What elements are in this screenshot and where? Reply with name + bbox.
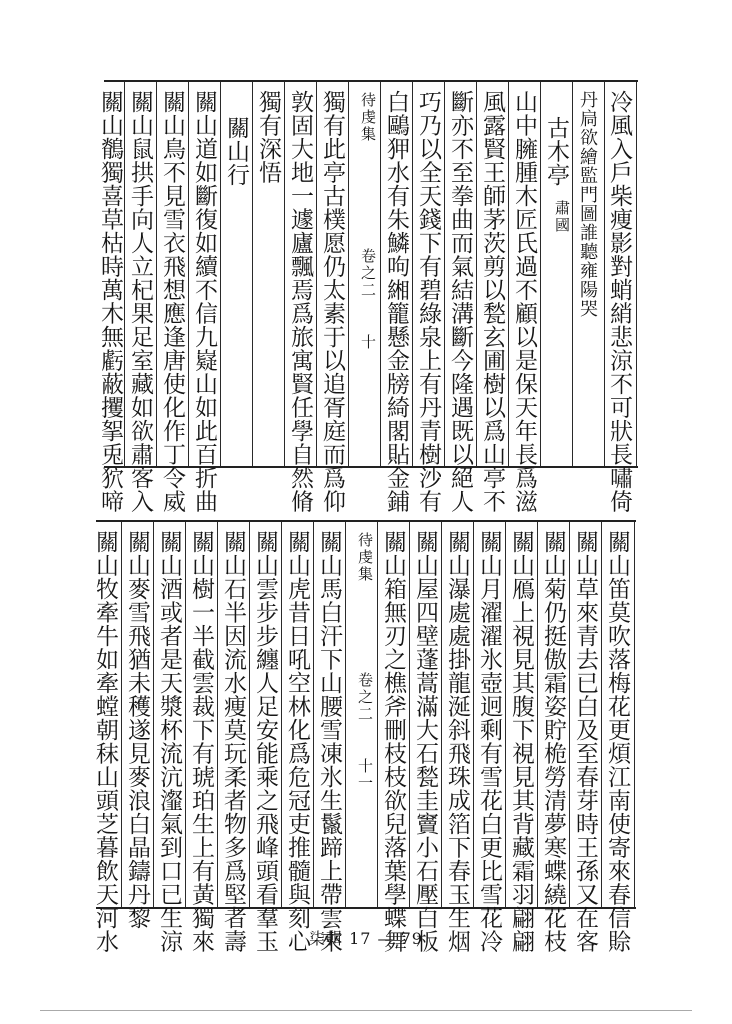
column-rule bbox=[634, 522, 635, 907]
folio-number: 十 bbox=[359, 334, 377, 351]
juan-number: 卷之二 bbox=[356, 672, 374, 723]
column-rule bbox=[345, 522, 346, 907]
poem-title: 古木亭 bbox=[543, 116, 569, 187]
column-rule bbox=[444, 82, 445, 466]
text-column: 關山雲步步纏人足安能乘之飛峰頭看羣玉 bbox=[252, 530, 278, 953]
column-rule bbox=[281, 522, 282, 907]
column-rule bbox=[569, 522, 570, 907]
text-column: 山中臃腫木匠氏過不顧以是保天年長爲滋 bbox=[511, 90, 537, 513]
column-rule bbox=[252, 82, 253, 466]
folio-number: 十一 bbox=[356, 758, 374, 792]
column-rule bbox=[412, 82, 413, 466]
column-rule bbox=[476, 82, 477, 466]
column-rule bbox=[537, 522, 538, 907]
column-rule bbox=[505, 522, 506, 907]
text-column: 關山菊仍挺傲霜姿貯桅勞清夢寒蝶繞花枝 bbox=[540, 530, 566, 953]
column-rule bbox=[124, 82, 125, 466]
column-rule bbox=[121, 522, 122, 907]
text-column: 關山馬白汗下山腰雪凍氷生鬣蹄上帶雲來 bbox=[316, 530, 342, 953]
column-rule bbox=[604, 82, 605, 466]
text-column: 關山笛莫吹落梅花更煩江南使寄來春信賒 bbox=[604, 530, 630, 953]
top-page-panel bbox=[97, 80, 638, 513]
text-column: 白鷗狎水有朱鱗呴緗籠懸金牓綺閣貼金鋪 bbox=[383, 90, 409, 513]
text-column: 敦固大地一遽廬飄焉爲旅寓賢任學自然脩 bbox=[287, 90, 313, 513]
column-rule bbox=[348, 82, 349, 466]
column-rule bbox=[284, 82, 285, 466]
text-column: 關山牧牽牛如牽螳朝秣山頭芝暮飲天河水 bbox=[92, 530, 118, 953]
column-rule bbox=[441, 522, 442, 907]
text-column: 關山月濯濯氷壺迥剩有雪花白更比雪花冷 bbox=[476, 530, 502, 953]
column-rule bbox=[409, 522, 410, 907]
text-column: 斷亦不至拳曲而氣結溝斷今隆遇既以絕人 bbox=[447, 90, 473, 513]
column-rule bbox=[540, 82, 541, 466]
column-rule bbox=[636, 82, 637, 466]
text-column: 關山麥雪飛猶未穫遂見麥浪白晶鑄丹黎 bbox=[124, 530, 150, 930]
text-column: 關山瀑處處掛龍涎斜飛珠成箔下春玉生烟 bbox=[444, 530, 470, 953]
text-column: 關山箱無刃之樵斧刪枝枝欲兒落葉學蝶舞 bbox=[380, 530, 406, 953]
text-column: 關山鶺獨喜草枯時萬木無虧蔽攫挐兎狖啼 bbox=[97, 90, 123, 513]
column-rule bbox=[153, 522, 154, 907]
column-rule bbox=[217, 522, 218, 907]
column-rule bbox=[220, 82, 221, 466]
text-column: 關山鴈上視見其腹下視見其背藏霜羽翩翩 bbox=[508, 530, 534, 953]
text-column: 關山樹一半截雲裁下有琥珀生上有黃獨來 bbox=[188, 530, 214, 953]
scan-edge-line bbox=[40, 1010, 692, 1011]
text-column: 獨有深悟 bbox=[255, 90, 281, 184]
text-column: 冷風入戶柴痩影對蛸綃悲涼不可狀長嘯倚 bbox=[606, 90, 632, 513]
text-column: 關山酒或者是天漿杯流沆瀣氣到口已生涼 bbox=[156, 530, 182, 953]
text-column: 關山道如斷復如續不信九嶷山如此百折曲 bbox=[191, 90, 217, 513]
column-rule bbox=[508, 82, 509, 466]
text-column: 獨有此亭古樸愿仍太素于以追胥庭而爲仰 bbox=[319, 90, 345, 513]
author-note: 肅國 bbox=[553, 200, 571, 234]
column-rule bbox=[572, 82, 573, 466]
column-rule bbox=[313, 522, 314, 907]
text-column: 關山石半因流水痩莫玩柔者物多爲堅者壽 bbox=[220, 530, 246, 953]
column-rule bbox=[156, 82, 157, 466]
column-rule bbox=[473, 522, 474, 907]
column-rule bbox=[316, 82, 317, 466]
page-footer: 柒輯 17 — 79 bbox=[309, 929, 423, 948]
running-head: 待虔集 bbox=[356, 532, 374, 583]
text-column: 關山鼠拱手向人立杞果足室藏如欲肅客入 bbox=[127, 90, 153, 513]
column-rule bbox=[601, 522, 602, 907]
column-rule bbox=[185, 522, 186, 907]
column-rule bbox=[188, 82, 189, 466]
text-column: 關山草來青去已白及至春芽時王孫又在客 bbox=[572, 530, 598, 953]
juan-number: 卷之二 bbox=[359, 248, 377, 299]
text-column: 關山鳥不見雪衣飛想應逢唐使化作丁令威 bbox=[159, 90, 185, 513]
text-column: 關山屋四壁蓬蒿滿大石甃圭竇小石壓白板 bbox=[412, 530, 438, 953]
text-column: 關山虎昔日吼空林化爲危冠吏推髓與刻心 bbox=[284, 530, 310, 953]
text-column: 風露賢王師茅茨剪以甃玄圃樹以爲山亭不 bbox=[479, 90, 505, 513]
poem-title: 關山行 bbox=[223, 116, 249, 187]
running-head: 待虔集 bbox=[359, 92, 377, 143]
text-column: 丹扃欲繪監門圖誰聽雍陽哭 bbox=[577, 90, 598, 318]
text-column: 巧乃以全天錢下有碧綠泉上有丹青樹沙有 bbox=[415, 90, 441, 513]
column-rule bbox=[249, 522, 250, 907]
